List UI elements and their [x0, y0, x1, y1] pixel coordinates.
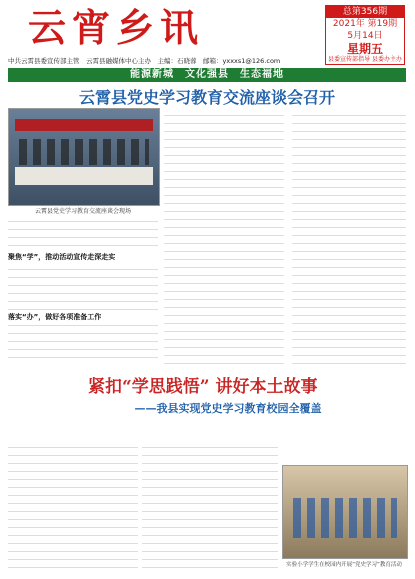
issue-weekday: 星期五 [346, 42, 383, 56]
issue-total: 总第356期 [326, 6, 404, 18]
second-article-middle [142, 440, 278, 570]
second-headline [8, 372, 406, 430]
second-headline-main: 紧扣“学思践悟” 讲好本土故事 [88, 377, 318, 397]
article-text-left [8, 214, 158, 364]
issue-date: 5月14日 [347, 31, 383, 41]
subhead-b: 落实“办”，做好各项准备工作 [8, 312, 158, 322]
main-headline: 云霄县党史学习教育交流座谈会召开 [78, 88, 335, 107]
school-activity-photo [282, 465, 408, 559]
theme-banner: 能源新城 文化强县 生态福地 [8, 68, 406, 82]
second-headline-sub: ——我县实现党史学习教育校园全覆盖 [134, 402, 322, 415]
publication-info: 中共云霄县委宣传部主管 云霄县融媒体中心主办 主编：石晓蓉 邮箱：yxxxs1@126.com [8, 57, 281, 65]
masthead-title: 云宵乡讯 [28, 5, 205, 50]
photo-students [293, 498, 397, 538]
subhead-a: 聚焦“学”，推动活动宣传走深走实 [8, 252, 158, 262]
issue-note: 县委宣传部指导 县委办主办 [328, 56, 402, 63]
issue-info-box [325, 5, 405, 65]
bottom-photo-caption: 实验小学学生在校园内开展“党史学习”教育活动 [286, 562, 402, 568]
issue-year: 2021年 第19期 [332, 19, 398, 29]
photo-banner-strip [15, 119, 153, 131]
photo-people [19, 139, 149, 165]
meeting-photo [8, 108, 160, 206]
second-article-left [8, 440, 138, 570]
article-text-right [292, 108, 406, 364]
photo-table [15, 167, 153, 185]
masthead [8, 6, 308, 50]
article-text-middle [164, 108, 284, 364]
photo-caption: 云霄县党史学习教育交流座谈会现场 [34, 208, 131, 215]
